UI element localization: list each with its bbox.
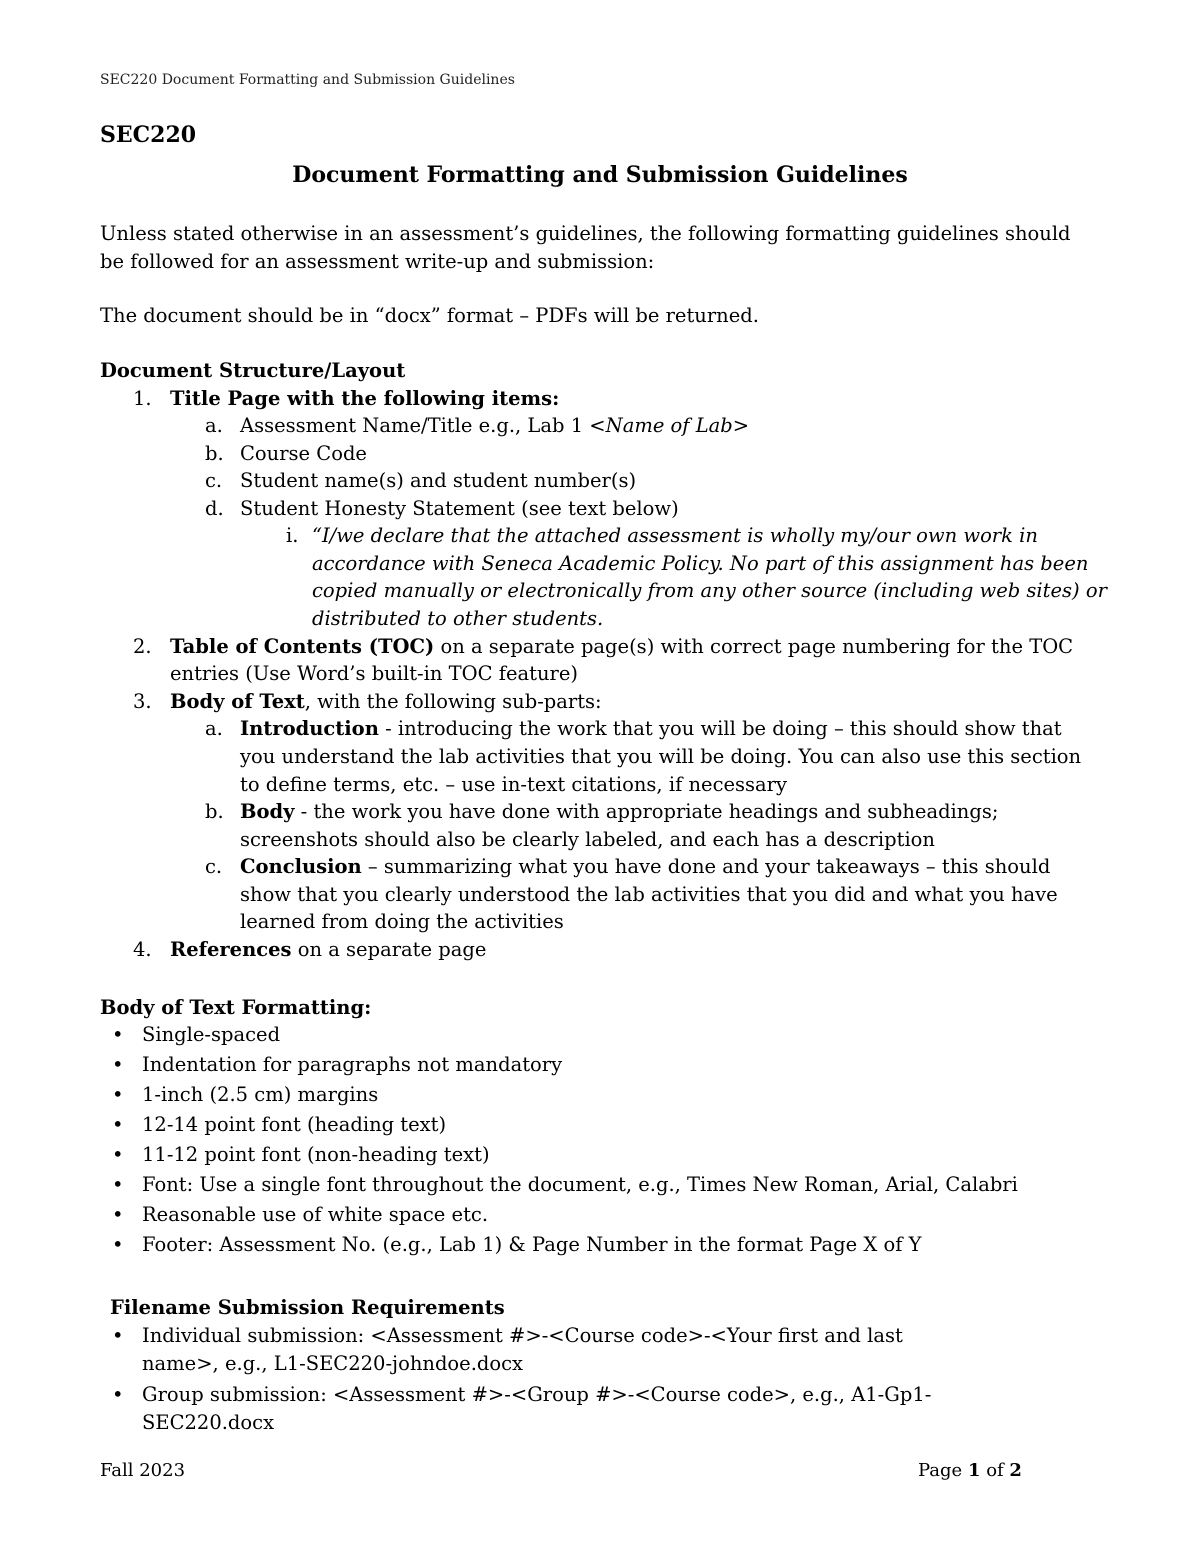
item3c-text: Conclusion – summarizing what you have done and your takeaways – this should: [240, 855, 1051, 878]
format-item: Font: Use a single font throughout the document, e.g., Times New Roman, Arial, Calabri: [142, 1173, 1018, 1196]
format-note: The document should be in “docx” format – PDFs will be returned.: [100, 304, 759, 327]
bullet: •: [112, 1083, 124, 1106]
filename-heading: Filename Submission Requirements: [110, 1296, 505, 1319]
group-submission-line-1: Group submission: <Assessment #>-<Group #>-<Course code>, e.g., A1-Gp1-: [142, 1383, 932, 1406]
honesty-line-2: accordance with Seneca Academic Policy. No part of this assignment has been: [312, 552, 1089, 575]
document-title: Document Formatting and Submission Guidelines: [292, 162, 908, 188]
group-submission-line-2: SEC220.docx: [142, 1411, 275, 1434]
bullet: •: [112, 1053, 124, 1076]
intro-line-2: be followed for an assessment write-up and submission:: [100, 250, 655, 273]
course-code: SEC220: [100, 122, 197, 148]
item1-number: 1.: [133, 387, 152, 410]
item3a-letter: a.: [205, 717, 223, 740]
item3b-text: Body - the work you have done with appropriate headings and subheadings;: [240, 800, 999, 823]
bullet: •: [112, 1324, 124, 1347]
format-item: Indentation for paragraphs not mandatory: [142, 1053, 563, 1076]
item1-label: Title Page with the following items:: [170, 387, 560, 410]
bullet: •: [112, 1023, 124, 1046]
formatting-heading: Body of Text Formatting:: [100, 996, 372, 1019]
format-item: Single-spaced: [142, 1023, 281, 1046]
item3a-line-2: you understand the lab activities that you will be doing. You can also use this section: [240, 745, 1082, 768]
format-item: 11-12 point font (non-heading text): [142, 1143, 490, 1166]
item1c-letter: c.: [205, 469, 223, 492]
bullet: •: [112, 1143, 124, 1166]
item3-text: Body of Text, with the following sub-parts:: [170, 690, 602, 713]
item1a-letter: a.: [205, 414, 223, 437]
format-item: 12-14 point font (heading text): [142, 1113, 447, 1136]
bullet: •: [112, 1173, 124, 1196]
bullet: •: [112, 1203, 124, 1226]
item1b-text: Course Code: [240, 442, 367, 465]
format-item: 1-inch (2.5 cm) margins: [142, 1083, 379, 1106]
individual-submission-line-2: name>, e.g., L1-SEC220-johndoe.docx: [142, 1352, 524, 1375]
format-item: Footer: Assessment No. (e.g., Lab 1) & Page Number in the format Page X of Y: [142, 1233, 922, 1256]
item2-line-2: entries (Use Word’s built-in TOC feature): [170, 662, 578, 685]
item4-text: References on a separate page: [170, 938, 487, 961]
item3c-line-3: learned from doing the activities: [240, 910, 564, 933]
item2-text: Table of Contents (TOC) on a separate page(s) with correct page numbering for the TOC: [170, 635, 1074, 658]
item1a-text: Assessment Name/Title e.g., Lab 1 <Name of Lab>: [240, 414, 750, 437]
honesty-line-3: copied manually or electronically from any other source (including web sites) or: [312, 579, 1107, 602]
intro-line-1: Unless stated otherwise in an assessment’s guidelines, the following formatting guidelines should: [100, 222, 1071, 245]
item2-number: 2.: [133, 635, 152, 658]
item4-number: 4.: [133, 938, 152, 961]
item3c-line-2: show that you clearly understood the lab activities that you did and what you have: [240, 883, 1058, 906]
structure-heading: Document Structure/Layout: [100, 359, 406, 382]
honesty-line-4: distributed to other students.: [312, 607, 604, 630]
item1b-letter: b.: [205, 442, 224, 465]
format-item: Reasonable use of white space etc.: [142, 1203, 489, 1226]
item3c-letter: c.: [205, 855, 223, 878]
item1d-text: Student Honesty Statement (see text below): [240, 497, 679, 520]
item1d-i-numeral: i.: [286, 524, 299, 547]
item3-number: 3.: [133, 690, 152, 713]
item1c-text: Student name(s) and student number(s): [240, 469, 637, 492]
item3b-line-2: screenshots should also be clearly labeled, and each has a description: [240, 828, 935, 851]
item3a-text: Introduction - introducing the work that you will be doing – this should show that: [240, 717, 1062, 740]
footer-page-number: Page 1 of 2: [918, 1460, 1022, 1481]
page-header: SEC220 Document Formatting and Submission Guidelines: [100, 72, 515, 88]
item3b-letter: b.: [205, 800, 224, 823]
bullet: •: [112, 1233, 124, 1256]
individual-submission-line-1: Individual submission: <Assessment #>-<Course code>-<Your first and last: [142, 1324, 903, 1347]
bullet: •: [112, 1113, 124, 1136]
bullet: •: [112, 1383, 124, 1406]
item3a-line-3: to define terms, etc. – use in-text citations, if necessary: [240, 773, 788, 796]
honesty-line-1: “I/we declare that the attached assessment is wholly my/our own work in: [312, 524, 1038, 547]
footer-term: Fall 2023: [100, 1460, 186, 1481]
item1d-letter: d.: [205, 497, 224, 520]
